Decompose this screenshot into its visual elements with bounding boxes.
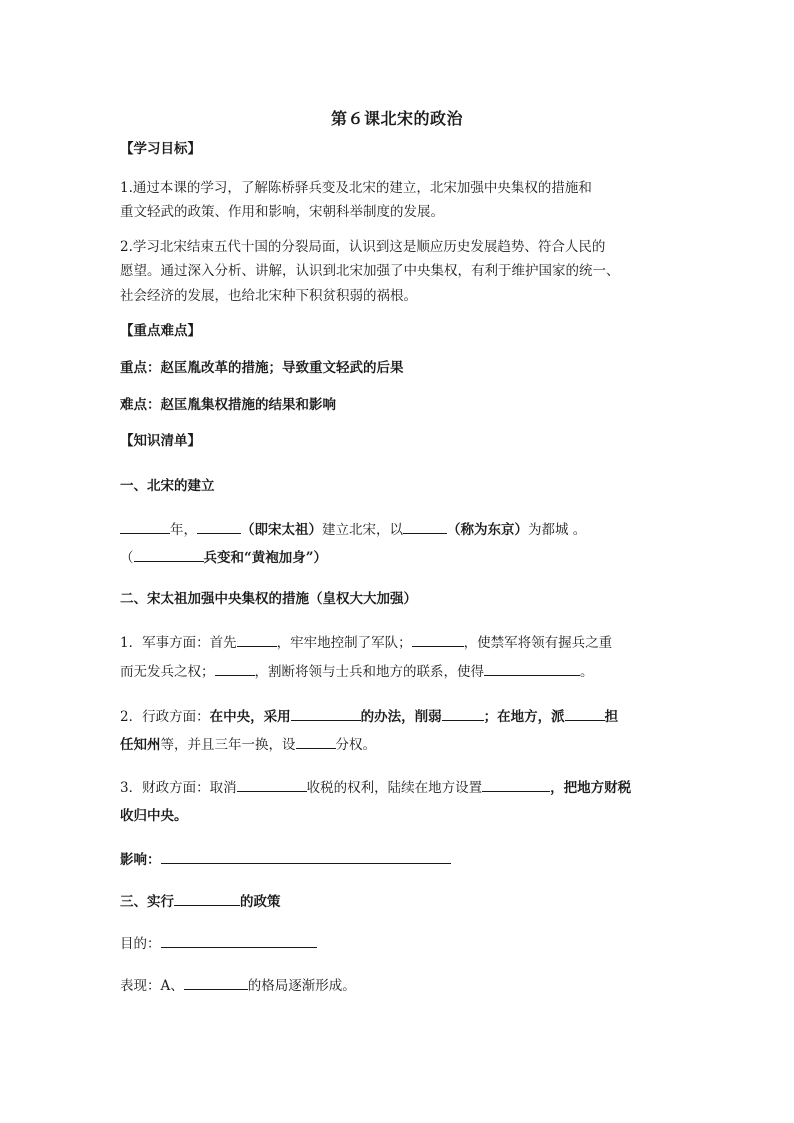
answer-blank[interactable] bbox=[215, 661, 255, 676]
fill-text: 。 bbox=[580, 664, 594, 680]
answer-blank[interactable] bbox=[237, 632, 277, 647]
answer-blank[interactable] bbox=[565, 706, 605, 721]
answer-blank[interactable] bbox=[174, 891, 240, 906]
section-2-heading: 二、宋太祖加强中央集权的措施（皇权大大加强） bbox=[120, 591, 417, 607]
purpose-line bbox=[120, 933, 680, 954]
difficult-point: 难点：赵匡胤集权措施的结果和影响 bbox=[120, 397, 336, 413]
fill-text: 2．行政方面： bbox=[120, 709, 210, 725]
key-point: 重点：赵匡胤改革的措施；导致重文轻武的后果 bbox=[120, 360, 404, 376]
key-points-heading: 【重点难点】 bbox=[120, 323, 201, 339]
fill-text: ，割断将领与士兵和地方的联系，使得 bbox=[254, 664, 484, 680]
fill-text: 建立北宋，以 bbox=[322, 522, 403, 538]
fill-text: ；在地方，派 bbox=[483, 709, 565, 725]
fill-text: （ bbox=[120, 550, 134, 566]
fill-text: 等，并且三年一换，设 bbox=[160, 737, 296, 753]
military-line-2 bbox=[120, 661, 680, 682]
page-title: 第６课北宋的政治 bbox=[330, 109, 463, 128]
answer-blank[interactable] bbox=[161, 933, 317, 948]
objective-2-line-3: 社会经济的发展，也给北宋种下积贫积弱的祸根。 bbox=[120, 288, 417, 304]
objective-1-line-1: 1.通过本课的学习，了解陈桥驿兵变及北宋的建立，北宋加强中央集权的措施和 bbox=[120, 180, 592, 196]
answer-blank[interactable] bbox=[197, 519, 241, 534]
fill-text: （即宋太祖） bbox=[241, 522, 322, 538]
fill-text: 年， bbox=[170, 522, 197, 538]
fill-text: 而无发兵之权； bbox=[120, 664, 215, 680]
objective-2-line-1: 2.学习北宋结束五代十国的分裂局面，认识到这是顺应历史发展趋势、符合人民的 bbox=[120, 239, 606, 255]
influence-line bbox=[120, 849, 680, 870]
answer-blank[interactable] bbox=[412, 632, 464, 647]
fill-text: 兵变和“黄袍加身”） bbox=[203, 550, 328, 566]
fill-text: 任知州 bbox=[120, 737, 161, 753]
fill-text: 3．财政方面：取消 bbox=[120, 780, 237, 796]
financial-line-1 bbox=[120, 777, 680, 798]
fill-text: 的格局逐渐形成。 bbox=[247, 978, 356, 994]
answer-blank[interactable] bbox=[184, 975, 248, 990]
fill-text: 收税的权利，陆续在地方设置 bbox=[306, 780, 483, 796]
section-3-heading bbox=[120, 891, 680, 912]
answer-blank[interactable] bbox=[296, 734, 336, 749]
fill-text: 三、实行 bbox=[120, 894, 174, 910]
administrative-line-1 bbox=[120, 706, 680, 727]
answer-blank[interactable] bbox=[403, 519, 447, 534]
objective-1-line-2: 重文轻武的政策、作用和影响，宋朝科举制度的发展。 bbox=[120, 204, 444, 220]
fill-text: 目的： bbox=[120, 936, 161, 952]
section-1-heading: 一、北宋的建立 bbox=[120, 478, 215, 494]
answer-blank[interactable] bbox=[120, 519, 170, 534]
financial-line-2: 收归中央。 bbox=[120, 808, 188, 824]
knowledge-heading: 【知识清单】 bbox=[120, 433, 201, 449]
answer-blank[interactable] bbox=[442, 706, 484, 721]
fill-text: 的政策 bbox=[240, 894, 281, 910]
fill-text: 的办法，削弱 bbox=[360, 709, 442, 725]
answer-blank[interactable] bbox=[237, 777, 307, 792]
section-1-line-1 bbox=[120, 519, 680, 540]
fill-text: ，把地方财税 bbox=[550, 780, 632, 796]
answer-blank[interactable] bbox=[134, 547, 204, 562]
answer-blank[interactable] bbox=[482, 777, 550, 792]
answer-blank[interactable] bbox=[161, 849, 451, 864]
fill-text: 分权。 bbox=[335, 737, 376, 753]
objectives-heading: 【学习目标】 bbox=[120, 141, 201, 157]
fill-text: 担 bbox=[604, 709, 619, 725]
section-1-line-2 bbox=[120, 547, 680, 568]
answer-blank[interactable] bbox=[484, 661, 580, 676]
fill-text: （称为东京） bbox=[447, 522, 528, 538]
fill-text: ，牢牢地控制了军队； bbox=[276, 635, 412, 651]
fill-text: 为都城 。 bbox=[528, 522, 587, 538]
answer-blank[interactable] bbox=[291, 706, 361, 721]
performance-line bbox=[120, 975, 680, 996]
fill-text: 在中央，采用 bbox=[209, 709, 291, 725]
military-line-1 bbox=[120, 632, 680, 653]
fill-text: ，使禁军将领有握兵之重 bbox=[463, 635, 613, 651]
fill-text: 影响： bbox=[120, 852, 161, 868]
fill-text: 1．军事方面：首先 bbox=[120, 635, 237, 651]
administrative-line-2 bbox=[120, 734, 680, 755]
objective-2-line-2: 愿望。通过深入分析、讲解，认识到北宋加强了中央集权，有利于维护国家的统一、 bbox=[120, 263, 620, 279]
fill-text: 表现：A、 bbox=[120, 978, 184, 994]
